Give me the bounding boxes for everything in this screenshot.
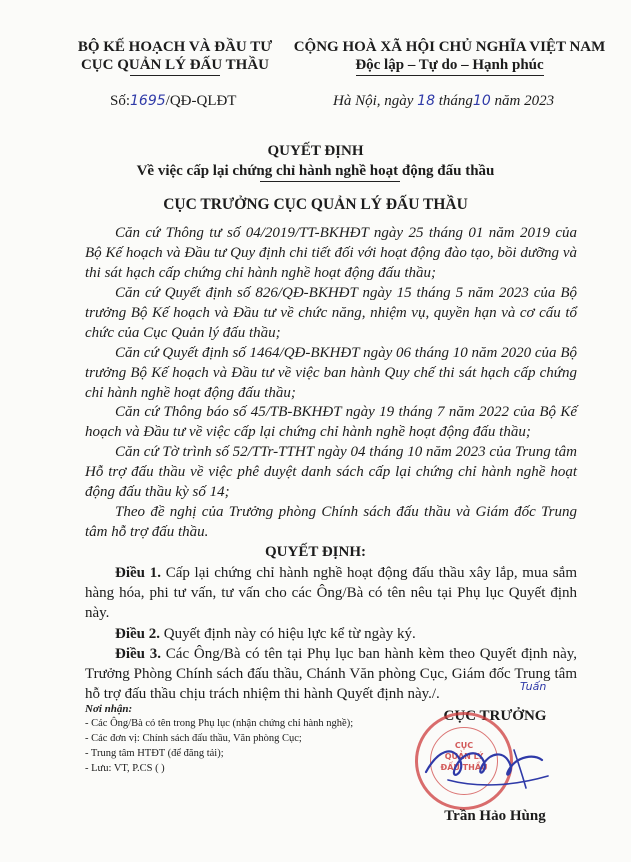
document-number <box>110 91 236 111</box>
article-3 <box>85 644 577 704</box>
article-1 <box>85 563 577 623</box>
signer-name: Trần Hảo Hùng <box>444 808 546 824</box>
stamp-text-mid: QUẢN LÝ <box>444 752 484 761</box>
number-handwritten: 1695 <box>130 93 166 109</box>
recipient-item: - Các Ông/Bà có tên trong Phụ lục (nhận chứng chỉ hành nghề); <box>85 718 354 729</box>
article-3-text: Các Ông/Bà có tên tại Phụ lục ban hành kèm theo Quyết định này, Trưởng Phòng Chính sách đấu thầu, Chánh Văn phòng Cục, Giám đốc Trung tâm hỗ trợ đấu thầu chịu trách nhiệm thi hành Quyết định này./. <box>85 646 578 702</box>
recipient-item: - Trung tâm HTĐT (để đăng tải); <box>85 748 224 759</box>
basis-6: Theo đề nghị của Trưởng phòng Chính sách đấu thầu và Giám đốc Trung tâm hỗ trợ đấu thầu. <box>85 504 577 540</box>
document-date <box>333 91 554 111</box>
article-1-label: Điều 1. <box>115 565 161 581</box>
article-2 <box>85 624 577 644</box>
basis-4: Căn cứ Thông báo số 45/TB-BKHĐT ngày 19 tháng 7 năm 2022 của Bộ Kế hoạch và Đầu tư về việc cấp lại chứng chỉ hành nghề hoạt động đấu thầu; <box>85 404 577 440</box>
date-month: 10 <box>472 93 491 109</box>
recipients-heading: Nơi nhận: <box>85 703 133 715</box>
header-left <box>62 38 288 76</box>
recipient-item: - Lưu: VT, P.CS ( ) <box>85 763 165 774</box>
header-right <box>282 38 617 76</box>
signer-title: CỤC TRƯỞNG <box>443 708 547 724</box>
date-day: 18 <box>417 93 435 109</box>
article-1-text: Cấp lại chứng chỉ hành nghề hoạt động đấu thầu xây lắp, mua sắm hàng hóa, phi tư vấn, tư vấn cho các Ông/Bà có tên nêu tại Phụ lục Quyết định này. <box>85 565 578 621</box>
country-name: CỘNG HOÀ XÃ HỘI CHỦ NGHĨA VIỆT NAM <box>293 39 606 55</box>
title-main: QUYẾT ĐỊNH <box>267 143 364 159</box>
date-suffix: năm 2023 <box>494 93 555 109</box>
handwritten-signature <box>418 730 558 800</box>
article-2-text: Quyết định này có hiệu lực kể từ ngày ký. <box>163 626 416 642</box>
agency-name: CỤC QUẢN LÝ ĐẤU THẦU <box>80 57 270 73</box>
initials-handwritten: Tuấn <box>520 680 547 693</box>
title-rule <box>260 181 400 182</box>
header-left-rule <box>130 75 220 76</box>
title-issuer: CỤC TRƯỞNG CỤC QUẢN LÝ ĐẤU THẦU <box>163 196 468 213</box>
article-2-label: Điều 2. <box>115 626 160 642</box>
signature-stroke-main <box>426 751 542 774</box>
article-3-label: Điều 3. <box>115 646 162 662</box>
basis-2: Căn cứ Quyết định số 826/QĐ-BKHĐT ngày 15 tháng 5 năm 2023 của Bộ trưởng Bộ Kế hoạch và Đầu tư về chức năng, nhiệm vụ, quyền hạn và cơ cấu tổ chức của Cục Quản lý đấu thầu; <box>85 285 577 341</box>
basis-3: Căn cứ Quyết định số 1464/QĐ-BKHĐT ngày 06 tháng 10 năm 2020 của Bộ trưởng Bộ Kế hoạch và Đầu tư về việc ban hành Quy chế thi sát hạch cấp chứng chỉ hành nghề hoạt động đấu thầu; <box>85 345 577 401</box>
number-prefix: Số: <box>110 93 131 109</box>
stamp-text-bottom: ĐẤU THẦU <box>440 763 488 772</box>
stamp-text-top: CỤC <box>454 741 474 750</box>
signature-stroke-underline <box>448 776 548 785</box>
basis-1: Căn cứ Thông tư số 04/2019/TT-BKHĐT ngày 25 tháng 01 năm 2019 của Bộ Kế hoạch và Đầu tư Quy định chi tiết đối với hoạt động đào tạo, bồi dưỡng và thi sát hạch cấp chứng chỉ hành nghề hoạt động đấu thầu; <box>85 225 577 281</box>
title-subject <box>0 161 631 181</box>
number-suffix: /QĐ-QLĐT <box>165 93 237 109</box>
header-right-rule <box>356 75 544 76</box>
title-subject-text: Về việc cấp lại chứng chỉ hành nghề hoạt động đấu thầu <box>136 163 495 179</box>
basis-5: Căn cứ Tờ trình số 52/TTr-TTHT ngày 04 tháng 10 năm 2023 của Trung tâm Hỗ trợ đấu thầu về việc phê duyệt danh sách cấp lại chứng chỉ hành nghề hoạt động đấu thầu kỳ số 14; <box>85 444 577 500</box>
date-prefix: Hà Nội, ngày <box>333 93 414 109</box>
motto: Độc lập – Tự do – Hạnh phúc <box>355 57 544 73</box>
date-mid: tháng <box>438 93 473 109</box>
recipient-item: - Các đơn vị: Chính sách đấu thầu, Văn phòng Cục; <box>85 733 302 744</box>
ministry-name: BỘ KẾ HOẠCH VÀ ĐẦU TƯ <box>77 39 273 55</box>
decision-heading: QUYẾT ĐỊNH: <box>265 544 366 560</box>
